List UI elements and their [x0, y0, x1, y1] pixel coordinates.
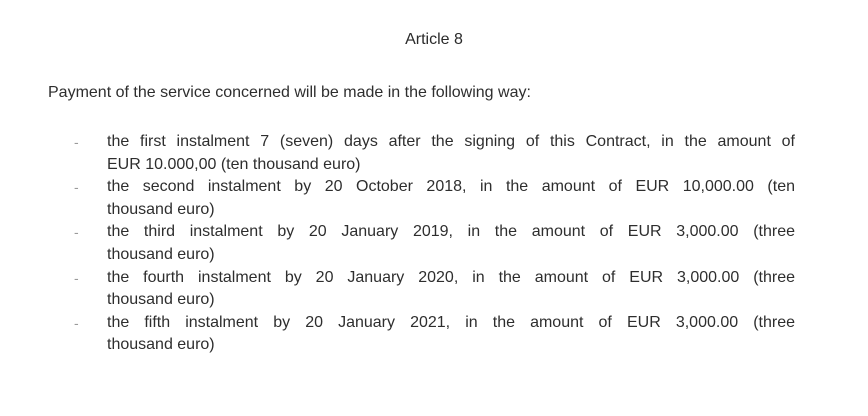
instalment-text	[107, 131, 795, 176]
list-dash: -	[74, 314, 79, 331]
instalment-line: the fifth instalment by 20 January 2021, in the amount of EUR 3,000.00 (three	[107, 313, 795, 331]
list-dash: -	[74, 134, 79, 150]
list-dash: -	[74, 224, 79, 241]
instalment-list	[0, 131, 868, 357]
instalment-line: the fourth instalment by 20 January 2020, in the amount of EUR 3,000.00 (three	[107, 268, 795, 286]
list-item	[0, 131, 868, 176]
instalment-text	[107, 176, 795, 221]
instalment-line: thousand euro)	[107, 291, 215, 309]
article-title: Article 8	[405, 31, 463, 48]
instalment-line: thousand euro)	[107, 245, 215, 263]
list-dash: -	[74, 179, 79, 196]
list-item	[0, 267, 868, 312]
instalment-line: the first instalment 7 (seven) days after the signing of this Contract, in the amount of	[107, 133, 795, 150]
instalment-line: the third instalment by 20 January 2019, in the amount of EUR 3,000.00 (three	[107, 223, 795, 241]
list-dash: -	[74, 269, 79, 286]
instalment-line: EUR 10.000,00 (ten thousand euro)	[107, 155, 361, 173]
instalment-text	[107, 221, 795, 266]
intro-paragraph: Payment of the service concerned will be made in the following way:	[48, 84, 531, 101]
instalment-text	[107, 312, 795, 357]
instalment-line: the second instalment by 20 October 2018, in the amount of EUR 10,000.00 (ten	[107, 178, 795, 196]
instalment-line: thousand euro)	[107, 336, 215, 354]
list-item	[0, 312, 868, 357]
list-item	[0, 221, 868, 266]
list-item	[0, 176, 868, 221]
instalment-text	[107, 267, 795, 312]
instalment-line: thousand euro)	[107, 200, 215, 218]
